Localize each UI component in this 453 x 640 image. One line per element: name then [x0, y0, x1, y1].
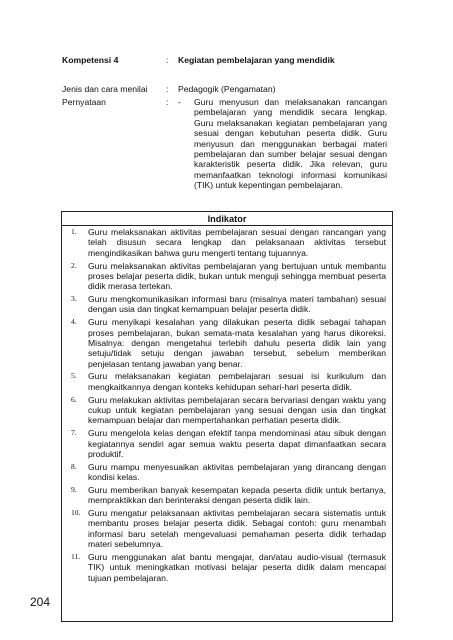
- indicator-number: 3.: [71, 294, 77, 304]
- indicator-text: Guru melaksanakan kegiatan pembelajaran sesuai isi kurikulum dan mengkaitkannya dengan konteks kehidupan sehari-hari peserta didik.: [88, 371, 386, 392]
- indicator-number: 8.: [71, 461, 77, 471]
- indicator-item: [62, 371, 392, 392]
- indicator-text: Guru mengelola kelas dengan efektif tanpa mendominasi atau sibuk dengan kegiatannya sendiri agar semua waktu peserta dapat dimanfaatkan secara produktif.: [88, 428, 386, 459]
- indicator-item: [62, 428, 392, 459]
- indicator-text: Guru melaksanakan aktivitas pembelajaran sesuai dengan rancangan yang telah disusun secara lengkap dan pelaksanaan aktivitas tersebut mengindikasikan bahwa guru mengerti tentang tujuannya.: [88, 227, 386, 258]
- indicator-item: [62, 294, 392, 315]
- indicator-item: [62, 261, 392, 292]
- statement-text: Guru menyusun dan melaksanakan rancangan pembelajaran yang mendidik secara lengkap. Guru melaksanakan kegiatan pembelajaran yang sesuai dengan kebutuhan peserta didik. Guru menyusun dan menggunakan berbagai materi pembelajaran dan sumber belajar sesuai dengan karakteristik peserta didik. Jika relevan, guru memanfaatkan teknologi informasi komunikasi (TIK) untuk kepentingan pembelajaran.: [194, 97, 387, 191]
- indicator-text: Guru mampu menyesuaikan aktivitas pembelajaran yang dirancang dengan kondisi kelas.: [88, 461, 386, 483]
- indicator-text: Guru menggunakan alat bantu mengajar, dan/atau audio-visual (termasuk TIK) untuk meningkatkan motivasi belajar peserta didik dalam mencapai tujuan pembelajaran.: [88, 551, 386, 583]
- competence-title: Kegiatan pembelajaran yang mendidik: [178, 55, 335, 65]
- statement-label: Pernyataan: [62, 97, 106, 107]
- indicator-item: [62, 462, 392, 483]
- indicator-number: 11.: [71, 551, 81, 561]
- assessment-colon: :: [166, 84, 169, 94]
- indicator-title: Indikator: [207, 214, 247, 224]
- indicator-text: Guru melakukan aktivitas pembelajaran secara bervariasi dengan waktu yang cukup untuk kegiatan pembelajaran yang sesuai dengan usia dan tingkat kemampuan belajar dan mempertahankan perhatian peserta didik.: [88, 394, 386, 426]
- indicator-list: [62, 227, 392, 585]
- page-number: 204: [30, 595, 51, 609]
- indicator-number: 10.: [71, 507, 81, 517]
- indicator-number: 7.: [71, 428, 77, 438]
- assessment-value: Pedagogik (Pengamatan): [178, 84, 276, 94]
- indicator-item: [62, 395, 392, 426]
- statement-marker: -: [178, 97, 181, 107]
- assessment-label: Jenis dan cara menilai: [62, 84, 148, 94]
- indicator-item: [62, 552, 392, 583]
- indicator-divider: [62, 225, 392, 226]
- competence-colon: :: [166, 55, 169, 65]
- indicator-item: [62, 317, 392, 369]
- indicator-number: 2.: [71, 260, 77, 270]
- statement-colon: :: [166, 97, 169, 107]
- indicator-number: 6.: [71, 394, 77, 404]
- indicator-number: 1.: [71, 227, 77, 236]
- indicator-item: [62, 508, 392, 550]
- indicator-item: [62, 227, 392, 258]
- indicator-panel: [61, 211, 393, 622]
- indicator-number: 4.: [71, 317, 77, 327]
- indicator-text: Guru melaksanakan aktivitas pembelajaran yang bertujuan untuk membantu proses belajar peserta didik, bukan untuk menguji sehingga membuat peserta didik merasa tertekan.: [88, 260, 386, 292]
- indicator-number: 5.: [71, 371, 77, 381]
- indicator-text: Guru mengatur pelaksanaan aktivitas pembelajaran secara sistematis untuk membantu proses belajar peserta didik. Sebagai contoh: guru menambah informasi baru setelah mengevaluasi pemahaman peserta didik terhadap materi sebelumnya.: [88, 507, 386, 550]
- indicator-item: [62, 485, 392, 506]
- indicator-text: Guru mengkomunikasikan informasi baru (misalnya materi tambahan) sesuai dengan usia dan tingkat kemampuan belajar peserta didik.: [88, 294, 386, 315]
- indicator-number: 9.: [71, 484, 77, 494]
- indicator-text: Guru menyikapi kesalahan yang dilakukan peserta didik sebagai tahapan proses pembelajaran, bukan semata-mata kesalahan yang harus dikoreksi. Misalnya: dengan mengetahui terlebih dahulu peserta didik lain yang setuju/tidak setuju dengan jawaban tersebut, sebelum memberikan penjelasan tentang jawaban yang benar.: [88, 317, 386, 369]
- indicator-text: Guru memberikan banyak kesempatan kepada peserta didik untuk bertanya, mempraktikkan dan berinteraksi dengan peserta didik lain.: [88, 484, 386, 506]
- competence-label: Kompetensi 4: [62, 55, 119, 65]
